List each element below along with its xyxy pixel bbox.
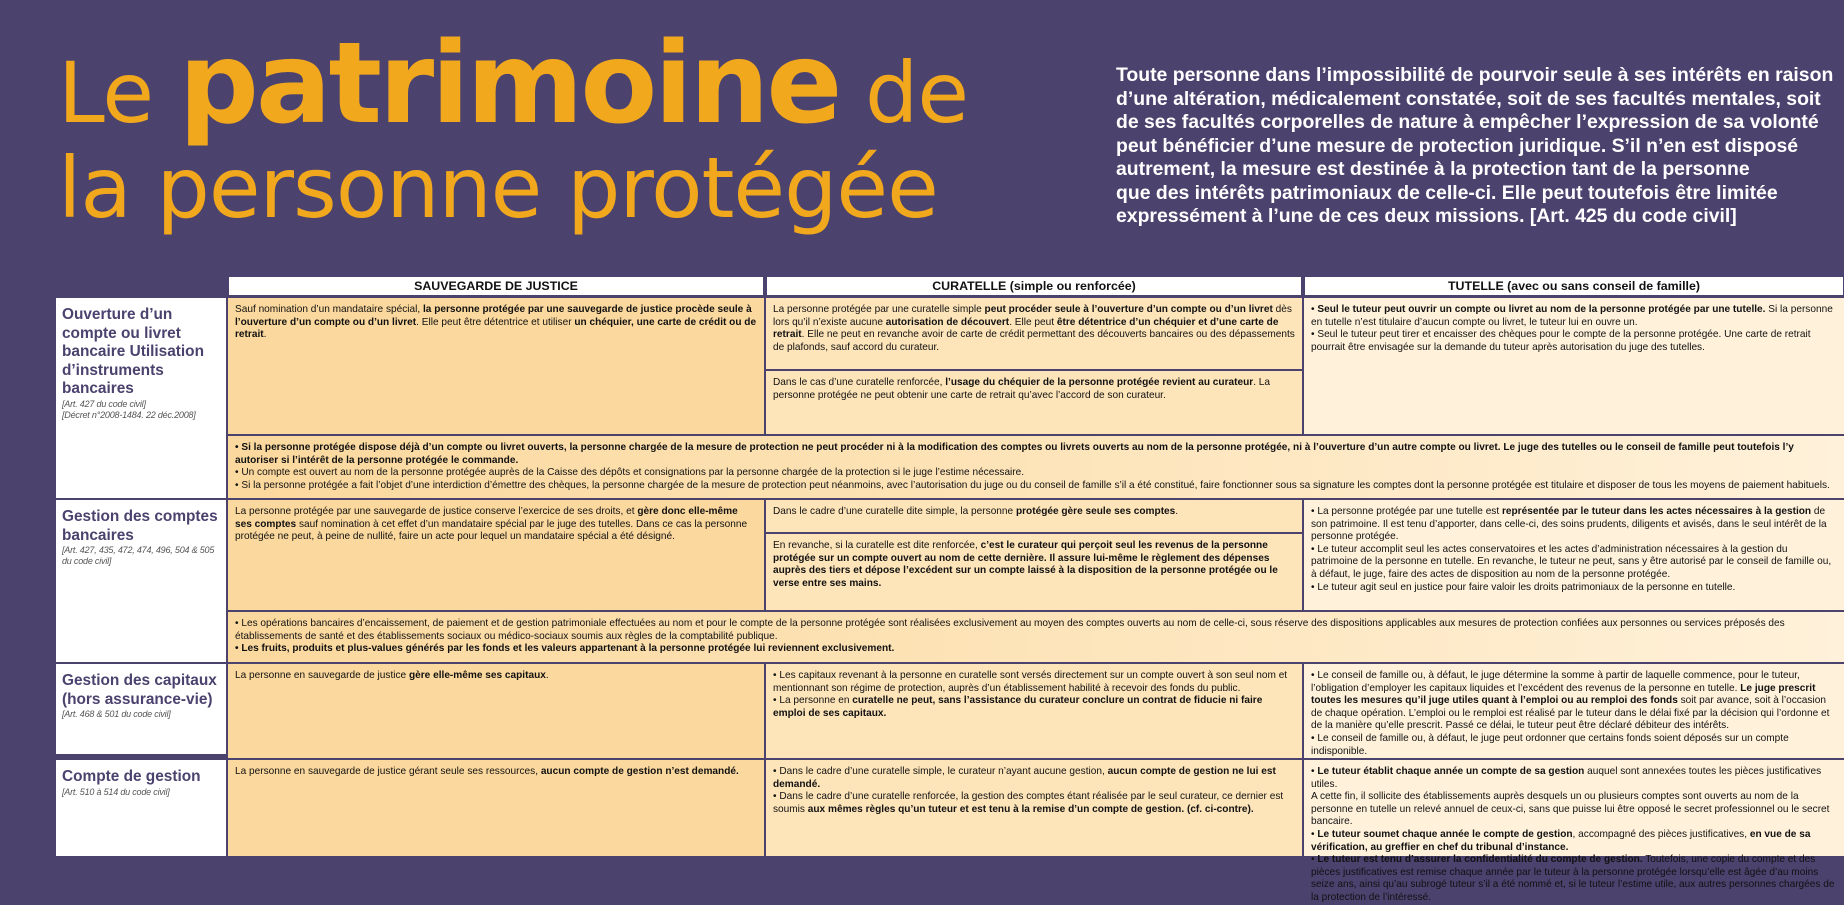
cell-ouverture-tutelle: • Seul le tuteur peut ouvrir un compte ou livret au nom de la personne protégée par une tutelle. Si la personne en tutelle n’est titulaire d’aucun compte ou livret, le tuteur lui en ouvre un. • Seul le tuteur peut tirer et encaisser des chèques pour le compte de la personne protégée. Une carte de retrait pourrait être envisagée sur la demande du tuteur après autorisation du juge des tutelles. bbox=[1304, 298, 1844, 434]
cell-capitaux-curatelle: • Les capitaux revenant à la personne en curatelle sont versés directement sur un compte ouvert à son seul nom et mentionnant son régime de protection, auprès d’un établissement habilité à recevoir des fonds du public. • La personne en curatelle ne peut, sans l’assistance du curateur conclure un contrat de fiducie ni faire emploi de ses capitaux. bbox=[766, 664, 1302, 758]
cell-gestion-curatelle-renforcee: En revanche, si la curatelle est dite renforcée, c’est le curateur qui perçoit seul les revenus de la personne protégée sur un compte ouvert au nom de cette dernière. Il assure lui-même le règlement des dépenses auprès des tiers et dépose l’excédent sur un compte laissé à la disposition de la personne protégée ou le verse entre ses mains. bbox=[766, 534, 1302, 610]
column-header-sauvegarde: SAUVEGARDE DE JUSTICE bbox=[228, 276, 764, 296]
cell-gestion-curatelle-simple: Dans le cadre d’une curatelle dite simple, la personne protégée gère seule ses comptes. bbox=[766, 500, 1302, 532]
title-highlight: patrimoine bbox=[178, 19, 840, 149]
column-header-tutelle: TUTELLE (avec ou sans conseil de famille) bbox=[1304, 276, 1844, 296]
cell-gestion-sauvegarde: La personne protégée par une sauvegarde de justice conserve l’exercice de ses droits, et gère donc elle-même ses comptes sauf nomination à cet effet d’un mandataire spécial par le juge des tutelles. Dans ce cas la personne protégée ne peut, à peine de nullité, faire un acte pour lequel un mandataire spécial a été désigné. bbox=[228, 500, 764, 610]
cell-capitaux-sauvegarde: La personne en sauvegarde de justice gère elle-même ses capitaux. bbox=[228, 664, 764, 758]
row-label-compte-gestion: Compte de gestion [Art. 510 à 514 du code civil] bbox=[56, 760, 226, 856]
comparison-table bbox=[56, 276, 1836, 903]
cell-compte-tutelle: • Le tuteur établit chaque année un compte de sa gestion auquel sont annexées toutes les pièces justificatives utiles. A cette fin, il sollicite des établissements auprès desquels un ou plusieurs comptes sont ouverts au nom de la personne en tutelle un relevé annuel de ceux-ci, sans que puisse lui être opposé le secret professionnel ou le secret bancaire. • Le tuteur soumet chaque année le compte de gestion, accompagné des pièces justificatives, en vue de sa vérification, au greffier en chef du tribunal d’instance. • Le tuteur est tenu d’assurer la confidentialité du compte de gestion. Toutefois, une copie du compte et des pièces justificatives est remise chaque année par le tuteur à la personne protégée lorsqu’elle est âgée d’au moins seize ans, ainsi qu’au subrogé tuteur s’il a été nommé et, si le tuteur l’estime utile, aux autres personnes chargées de la protection de l’intéressé. bbox=[1304, 760, 1844, 856]
row-label-capitaux: Gestion des capitaux (hors assurance-vie) [Art. 468 & 501 du code civil] bbox=[56, 664, 226, 754]
cell-ouverture-curatelle-simple: La personne protégée par une curatelle simple peut procéder seule à l’ouverture d’un compte ou d’un livret dès lors qu’il n’existe aucune autorisation de découvert. Elle peut être détentrice d’un chéquier et d’une carte de retrait. Elle ne peut en revanche avoir de carte de crédit permettant des découverts bancaires ou des dépassements de plafonds, sauf accord du curateur. bbox=[766, 298, 1302, 369]
cell-gestion-commun: • Les opérations bancaires d’encaissement, de paiement et de gestion patrimoniale effectuées au nom et pour le compte de la personne protégée sont réalisées exclusivement au moyen des comptes ouverts au nom de celle-ci, sous réserve des dispositions applicables aux mesures de protection confiées aux personnes ou services préposés des établissements de santé et des établissements sociaux ou médico-sociaux soumis aux règles de la comptabilité publique. • Les fruits, produits et plus-values générés par les fonds et les valeurs appartenant à la personne protégée lui reviennent exclusivement. bbox=[228, 612, 1844, 662]
column-header-curatelle: CURATELLE (simple ou renforcée) bbox=[766, 276, 1302, 296]
cell-capitaux-tutelle: • Le conseil de famille ou, à défaut, le juge détermine la somme à partir de laquelle commence, pour le tuteur, l’obligation d’employer les capitaux liquides et l’excédent des revenus de la personne en tutelle. Le juge prescrit toutes les mesures qu’il juge utiles quant à l’emploi ou au remploi des fonds soit par avance, soit à l’occasion de chaque opération. L’emploi ou le remploi est réalisé par le tuteur dans le délai fixé par la décision qui l’ordonne et de la manière qu’elle prescrit. Passé ce délai, le tuteur peut être déclaré débiteur des intérêts. • Le conseil de famille ou, à défaut, le juge peut ordonner que certains fonds soient déposés sur un compte indisponible. bbox=[1304, 664, 1844, 758]
row-label-ouverture: Ouverture d’un compte ou livret bancaire Utilisation d’instruments bancaires [Art. 427 du code civil] [Décret n°2008-1484. 22 déc.2008] bbox=[56, 298, 226, 498]
cell-compte-sauvegarde: La personne en sauvegarde de justice gérant seule ses ressources, aucun compte de gestion n’est demandé. bbox=[228, 760, 764, 856]
cell-ouverture-sauvegarde: Sauf nomination d’un mandataire spécial, la personne protégée par une sauvegarde de justice procède seule à l’ouverture d’un compte ou d’un livret. Elle peut être détentrice et utiliser un chéquier, une carte de crédit ou de retrait. bbox=[228, 298, 764, 434]
cell-ouverture-curatelle-renforcee: Dans le cas d’une curatelle renforcée, l’usage du chéquier de la personne protégée revient au curateur. La personne protégée ne peut obtenir une carte de retrait qu’avec l’accord de son curateur. bbox=[766, 371, 1302, 434]
intro-paragraph: Toute personne dans l’impossibilité de pourvoir seule à ses intérêts en raison d’une altération, médicalement constatée, soit de ses facultés mentales, soit de ses facultés corporelles de nature à empêcher l’expression de sa volonté peut bénéficier d’une mesure de protection juridique. S’il n’en est disposé autrement, la mesure est destinée à la protection tant de la personne que des intérêts patrimoniaux de celle-ci. Elle peut toutefois être limitée expressément à l’une de ces deux missions. [Art. 425 du code civil] bbox=[1116, 64, 1834, 227]
page-title: Le patrimoine de la personne protégée bbox=[58, 19, 969, 237]
cell-gestion-tutelle: • La personne protégée par une tutelle est représentée par le tuteur dans les actes nécessaires à la gestion de son patrimoine. Il est tenu d’apporter, dans celle-ci, des soins prudents, diligents et avisés, dans le seul intérêt de la personne protégée. • Le tuteur accomplit seul les actes conservatoires et les actes d’administration nécessaires à la gestion du patrimoine de la personne en tutelle. En revanche, le tuteur ne peut, sans y être autorisé par le conseil de famille ou, à défaut, le juge, faire des actes de disposition au nom de la personne protégée. • Le tuteur agit seul en justice pour faire valoir les droits patrimoniaux de la personne en tutelle. bbox=[1304, 500, 1844, 610]
cell-compte-curatelle: • Dans le cadre d’une curatelle simple, le curateur n’ayant aucune gestion, aucun compte de gestion ne lui est demandé. • Dans le cadre d’une curatelle renforcée, la gestion des comptes étant réalisée par le seul curateur, ce dernier est soumis aux mêmes règles qu’un tuteur et est tenu à la remise d’un compte de gestion. (cf. ci-contre). bbox=[766, 760, 1302, 856]
cell-ouverture-commun: • Si la personne protégée dispose déjà d’un compte ou livret ouverts, la personne chargée de la mesure de protection ne peut procéder ni à la modification des comptes ou livrets ouverts au nom de la personne protégée, ni à l’ouverture d’un autre compte ou livret. Le juge des tutelles ou le conseil de famille peut toutefois l’y autoriser si l’intérêt de la personne protégée le commande. • Un compte est ouvert au nom de la personne protégée auprès de la Caisse des dépôts et consignations par la personne chargée de la protection si le juge l’estime nécessaire. • Si la personne protégée a fait l’objet d’une interdiction d’émettre des chèques, la personne chargée de la mesure de protection peut néanmoins, avec l’autorisation du juge ou du conseil de famille s’il a été constitué, faire fonctionner sous sa signature les comptes dont la personne protégée est titulaire et disposer de tous les moyens de paiement habituels. bbox=[228, 436, 1844, 498]
row-label-gestion-comptes: Gestion des comptes bancaires [Art. 427, 435, 472, 474, 496, 504 & 505 du code civil] bbox=[56, 500, 226, 662]
